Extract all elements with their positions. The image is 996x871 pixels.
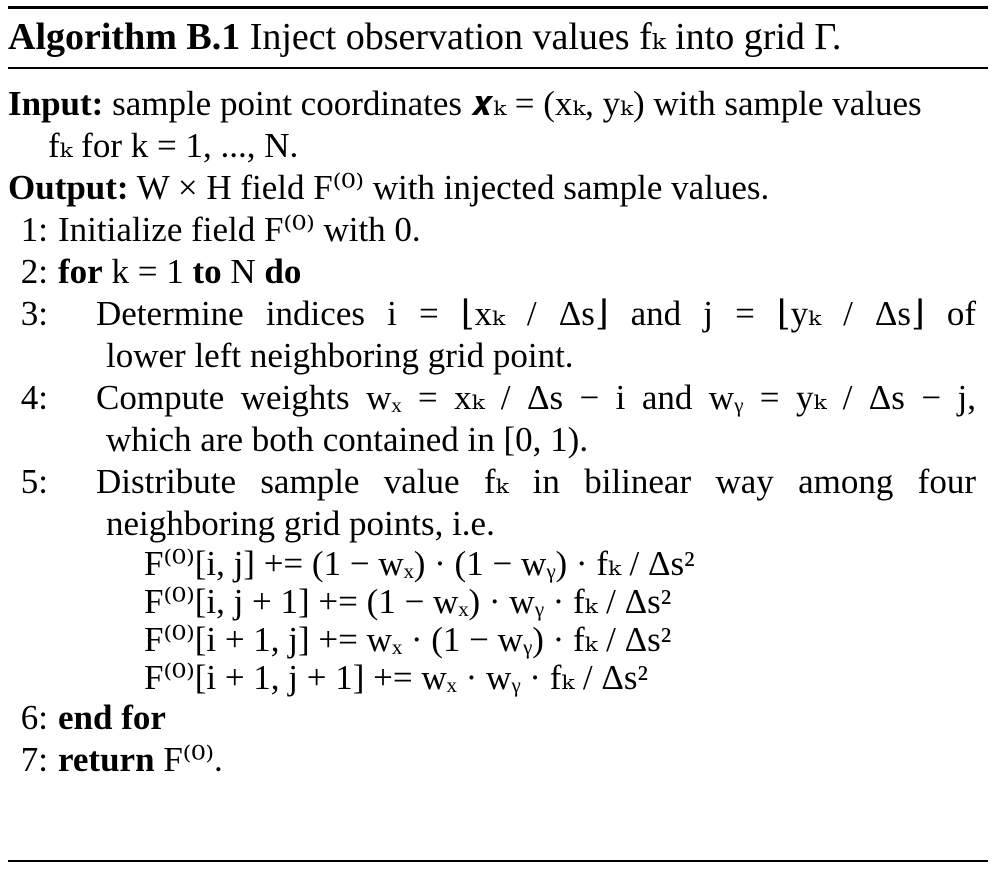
step-number: 6:	[20, 698, 48, 737]
equation-text: F⁽⁰⁾[i + 1, j + 1] += wₓ · wᵧ · fₖ / Δs²	[144, 658, 648, 697]
step-text: Determine indices i = ⌊xₖ / Δs⌋ and j = ⌊yₖ / Δs⌋ of	[96, 294, 976, 333]
equation-4	[8, 659, 988, 697]
step-5-cont	[8, 503, 988, 545]
return-value: F⁽⁰⁾.	[163, 740, 223, 779]
output-keyword: Output:	[8, 168, 129, 207]
equation-text: F⁽⁰⁾[i + 1, j] += wₓ · (1 − wᵧ) · fₖ / Δs²	[144, 620, 672, 659]
to-keyword: to	[192, 252, 222, 291]
step-2	[8, 251, 988, 293]
step-number: 4:	[20, 378, 48, 417]
return-keyword: return	[58, 740, 155, 779]
step-number: 2:	[20, 252, 48, 291]
do-keyword: do	[264, 252, 302, 291]
step-text-cont: lower left neighboring grid point.	[106, 336, 574, 375]
output-text: W × H field F⁽⁰⁾ with injected sample values.	[136, 168, 770, 207]
equation-1	[8, 545, 988, 583]
end-for-keyword: end for	[58, 698, 166, 737]
step-text-cont: neighboring grid points, i.e.	[106, 504, 495, 543]
step-text: Initialize field F⁽⁰⁾ with 0.	[58, 210, 421, 249]
step-text-cont: which are both contained in [0, 1).	[106, 420, 589, 459]
step-3	[8, 293, 988, 335]
equation-3	[8, 621, 988, 659]
for-range-start: k = 1	[111, 252, 184, 291]
step-text: Compute weights wₓ = xₖ / Δs − i and wᵧ = yₖ / Δs − j,	[96, 378, 976, 417]
step-text: Distribute sample value fₖ in bilinear way among four	[96, 462, 976, 501]
algorithm-block	[8, 6, 988, 781]
step-number: 5:	[20, 462, 48, 501]
step-4	[8, 377, 988, 419]
input-line	[8, 83, 988, 125]
equation-text: F⁽⁰⁾[i, j] += (1 − wₓ) · (1 − wᵧ) · fₖ / Δs²	[144, 544, 695, 583]
output-line	[8, 167, 988, 209]
step-number: 3:	[20, 294, 48, 333]
equation-2	[8, 583, 988, 621]
step-4-cont	[8, 419, 988, 461]
input-text-2: fₖ for k = 1, ..., N.	[48, 126, 299, 165]
algorithm-title	[8, 9, 988, 67]
step-1	[8, 209, 988, 251]
equation-text: F⁽⁰⁾[i, j + 1] += (1 − wₓ) · wᵧ · fₖ / Δs²	[144, 582, 672, 621]
for-keyword: for	[58, 252, 103, 291]
algorithm-caption: Inject observation values fₖ into grid Γ.	[249, 16, 842, 58]
step-5	[8, 461, 988, 503]
algorithm-label: Algorithm B.1	[8, 16, 241, 58]
step-number: 7:	[20, 740, 48, 779]
bottom-rule	[8, 860, 988, 862]
algorithm-body	[8, 69, 988, 781]
step-7	[8, 739, 988, 781]
input-keyword: Input:	[8, 84, 104, 123]
step-3-cont	[8, 335, 988, 377]
input-text-1: sample point coordinates 𝒙ₖ = (xₖ, yₖ) with sample values	[112, 84, 922, 123]
for-range-end: N	[230, 252, 256, 291]
step-6	[8, 697, 988, 739]
step-number: 1:	[20, 210, 48, 249]
input-line-cont	[8, 125, 988, 167]
